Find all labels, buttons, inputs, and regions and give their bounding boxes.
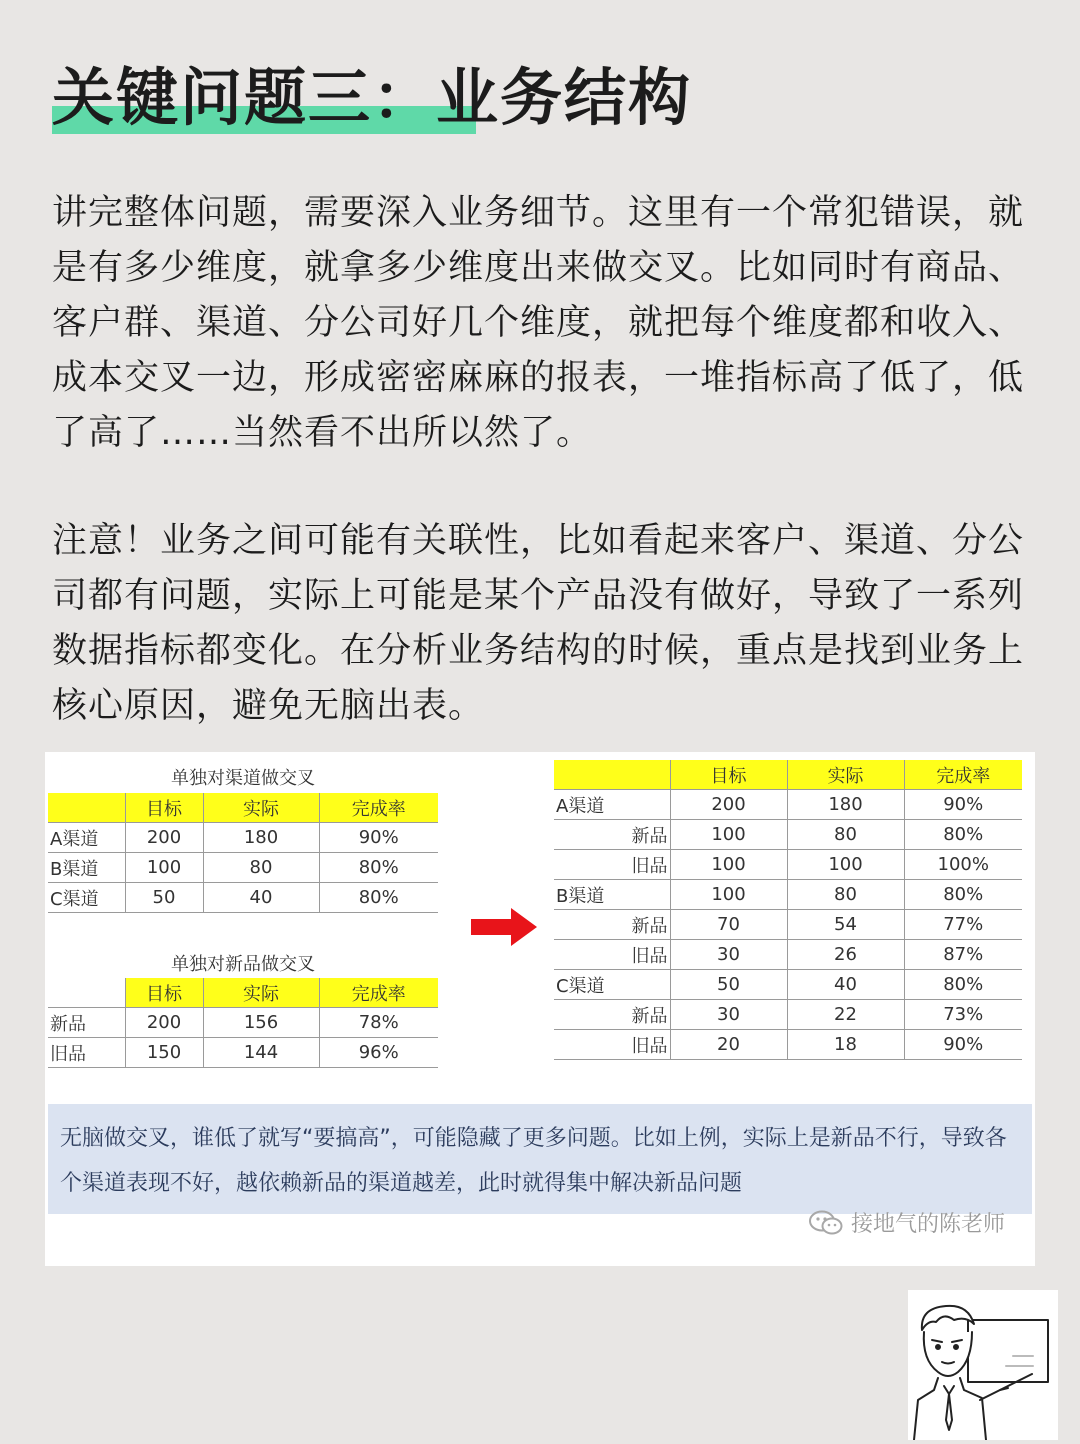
header-cell: 完成率 bbox=[319, 793, 438, 823]
header-cell: 完成率 bbox=[319, 978, 438, 1008]
cell: 20 bbox=[670, 1030, 787, 1060]
cell: 87% bbox=[904, 940, 1022, 970]
row-label: 旧品 bbox=[554, 1030, 670, 1060]
cell: 100 bbox=[787, 850, 904, 880]
cell: 180 bbox=[787, 790, 904, 820]
cell: 80 bbox=[787, 820, 904, 850]
header-cell: 实际 bbox=[787, 760, 904, 790]
cell: 90% bbox=[319, 823, 438, 853]
table-row bbox=[554, 790, 1022, 820]
cell: 90% bbox=[904, 790, 1022, 820]
cell: 100 bbox=[670, 820, 787, 850]
paragraph-2: 注意！业务之间可能有关联性，比如看起来客户、渠道、分公司都有问题，实际上可能是某个产品没有做好，导致了一系列数据指标都变化。在分析业务结构的时候，重点是找到业务上核心原因，避免无脑出表。 bbox=[52, 521, 1025, 726]
cell: 26 bbox=[787, 940, 904, 970]
header-cell: 目标 bbox=[125, 793, 203, 823]
table-row bbox=[554, 940, 1022, 970]
cell: 50 bbox=[670, 970, 787, 1000]
cell: 73% bbox=[904, 1000, 1022, 1030]
header-cell bbox=[48, 978, 125, 1008]
row-label: 新品 bbox=[554, 910, 670, 940]
cell: 30 bbox=[670, 1000, 787, 1030]
row-label: C渠道 bbox=[48, 883, 125, 913]
row-label: 旧品 bbox=[48, 1038, 125, 1068]
cell: 80% bbox=[904, 970, 1022, 1000]
cell: 80 bbox=[787, 880, 904, 910]
cell: 100 bbox=[670, 880, 787, 910]
paragraph-1: 讲完整体问题，需要深入业务细节。这里有一个常犯错误，就是有多少维度，就拿多少维度出来做交叉。比如同时有商品、客户群、渠道、分公司好几个维度，就把每个维度都和收入、成本交叉一边，形成密密麻麻的报表，一堆指标高了低了，低了高了……当然看不出所以然了。 bbox=[52, 193, 1025, 453]
wechat-icon bbox=[809, 1210, 843, 1236]
table-header-row bbox=[48, 978, 438, 1008]
table-row bbox=[48, 823, 438, 853]
table2-caption: 单独对新品做交叉 bbox=[171, 954, 315, 975]
table-header-row bbox=[554, 760, 1022, 790]
cell: 80% bbox=[904, 880, 1022, 910]
table-row bbox=[48, 1038, 438, 1068]
page-title: 关键问题三：业务结构 bbox=[52, 61, 693, 134]
cell: 70 bbox=[670, 910, 787, 940]
table-row bbox=[48, 1008, 438, 1038]
cell: 90% bbox=[904, 1030, 1022, 1060]
table-header-row bbox=[48, 793, 438, 823]
cell: 54 bbox=[787, 910, 904, 940]
header-cell: 目标 bbox=[125, 978, 203, 1008]
table-row bbox=[554, 970, 1022, 1000]
row-label: 新品 bbox=[48, 1008, 125, 1038]
header-cell: 实际 bbox=[203, 793, 319, 823]
cell: 30 bbox=[670, 940, 787, 970]
cell: 80 bbox=[203, 853, 319, 883]
teacher-mascot-illustration bbox=[908, 1290, 1058, 1440]
header-cell: 实际 bbox=[203, 978, 319, 1008]
row-label: B渠道 bbox=[48, 853, 125, 883]
cell: 100 bbox=[670, 850, 787, 880]
cell: 180 bbox=[203, 823, 319, 853]
title-block bbox=[52, 58, 692, 138]
cell: 96% bbox=[319, 1038, 438, 1068]
cell: 156 bbox=[203, 1008, 319, 1038]
table-row bbox=[554, 880, 1022, 910]
row-label: A渠道 bbox=[48, 823, 125, 853]
cell: 40 bbox=[203, 883, 319, 913]
table-row bbox=[554, 910, 1022, 940]
row-label: 新品 bbox=[554, 1000, 670, 1030]
cell: 200 bbox=[125, 823, 203, 853]
row-label: 旧品 bbox=[554, 850, 670, 880]
cell: 200 bbox=[125, 1008, 203, 1038]
cell: 18 bbox=[787, 1030, 904, 1060]
cell: 77% bbox=[904, 910, 1022, 940]
header-cell bbox=[48, 793, 125, 823]
cell: 22 bbox=[787, 1000, 904, 1030]
cell: 100 bbox=[125, 853, 203, 883]
comparison-figure bbox=[45, 752, 1035, 1266]
table1-caption: 单独对渠道做交叉 bbox=[171, 768, 315, 789]
table-row bbox=[554, 820, 1022, 850]
row-label: A渠道 bbox=[554, 790, 670, 820]
row-label: 新品 bbox=[554, 820, 670, 850]
cell: 150 bbox=[125, 1038, 203, 1068]
cell: 40 bbox=[787, 970, 904, 1000]
header-cell bbox=[554, 760, 670, 790]
cell: 78% bbox=[319, 1008, 438, 1038]
watermark bbox=[809, 1207, 1005, 1238]
watermark-text: 接地气的陈老师 bbox=[850, 1212, 1005, 1237]
row-label: C渠道 bbox=[554, 970, 670, 1000]
combined-table bbox=[554, 760, 1022, 1060]
cell: 200 bbox=[670, 790, 787, 820]
teacher-icon bbox=[908, 1290, 1058, 1440]
channel-table bbox=[48, 793, 438, 913]
row-label: 旧品 bbox=[554, 940, 670, 970]
cell: 50 bbox=[125, 883, 203, 913]
table-row bbox=[554, 1000, 1022, 1030]
table-row bbox=[48, 883, 438, 913]
header-cell: 目标 bbox=[670, 760, 787, 790]
row-label: B渠道 bbox=[554, 880, 670, 910]
note-text: 无脑做交叉，谁低了就写“要搞高”，可能隐藏了更多问题。比如上例，实际上是新品不行，导致各个渠道表现不好，越依赖新品的渠道越差，此时就得集中解决新品问题 bbox=[60, 1126, 1007, 1196]
table-row bbox=[48, 853, 438, 883]
cell: 80% bbox=[319, 853, 438, 883]
cell: 80% bbox=[319, 883, 438, 913]
right-arrow-icon bbox=[471, 908, 537, 946]
table-row bbox=[554, 1030, 1022, 1060]
cell: 80% bbox=[904, 820, 1022, 850]
table-row bbox=[554, 850, 1022, 880]
note-box bbox=[48, 1104, 1032, 1214]
header-cell: 完成率 bbox=[904, 760, 1022, 790]
cell: 100% bbox=[904, 850, 1022, 880]
product-table bbox=[48, 978, 438, 1068]
cell: 144 bbox=[203, 1038, 319, 1068]
